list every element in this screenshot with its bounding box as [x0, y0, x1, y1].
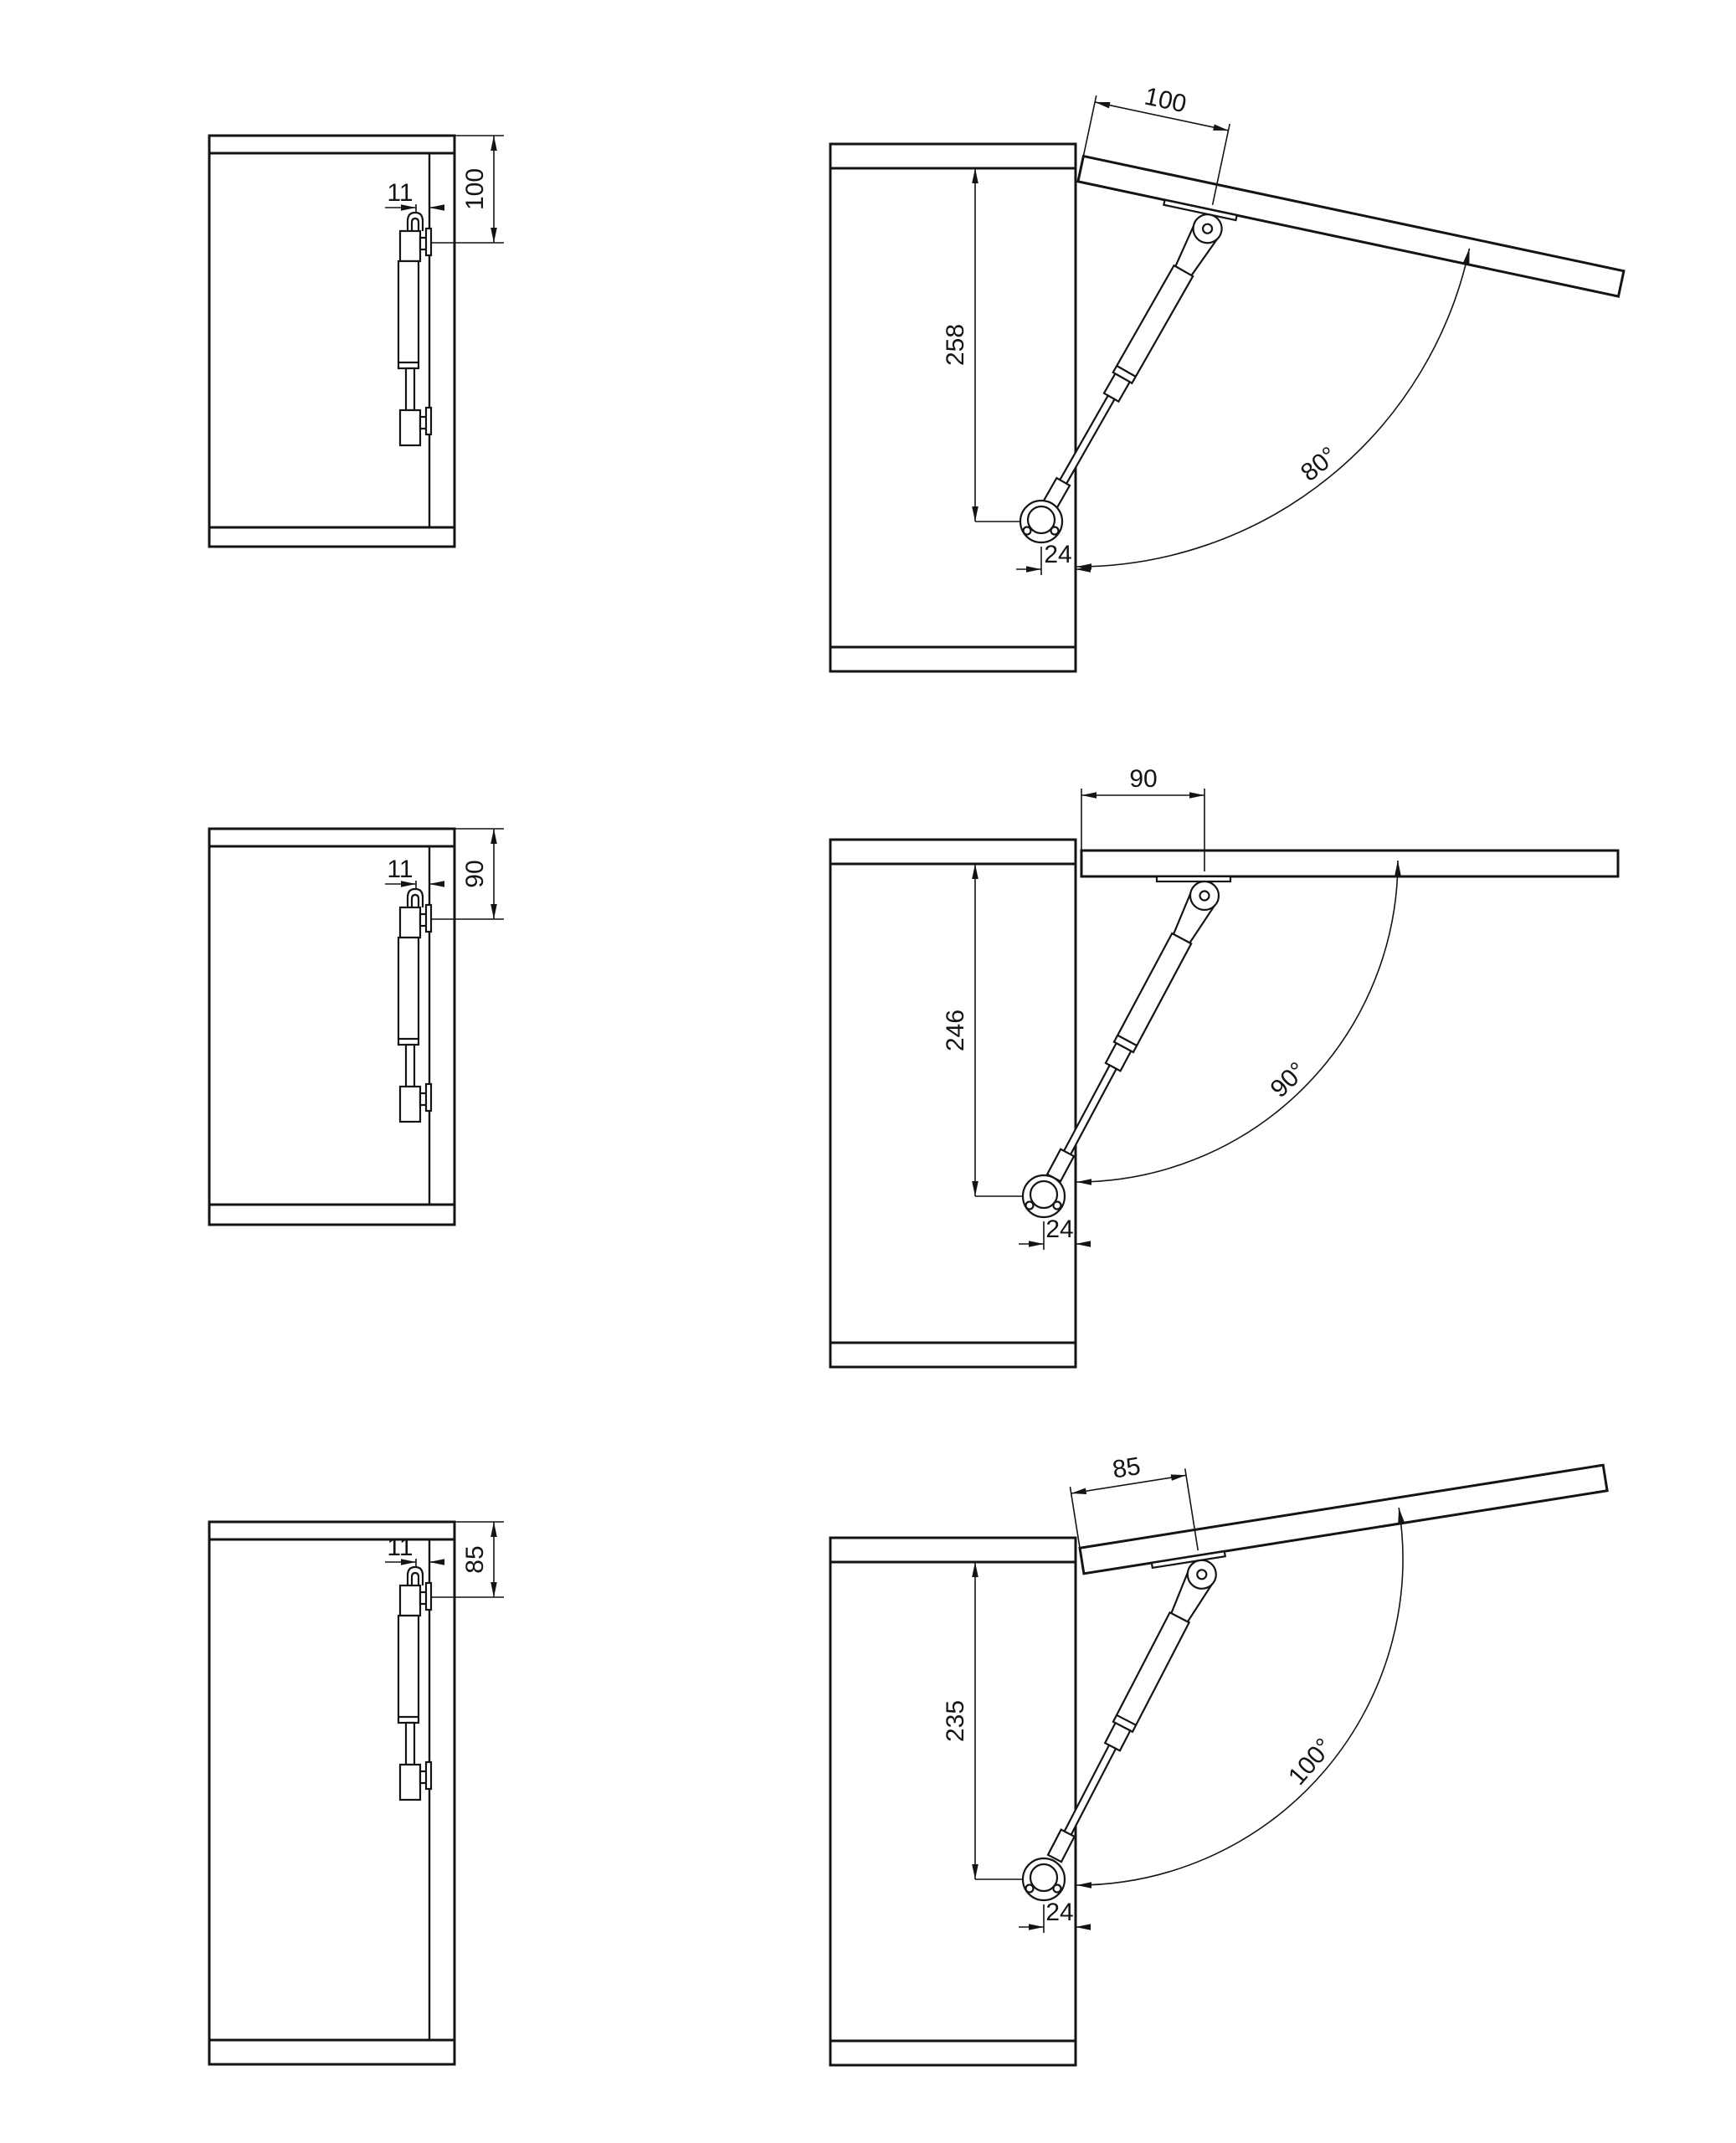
strut-cylinder	[398, 938, 419, 1045]
flange-screw	[1051, 527, 1059, 535]
mount-plate	[426, 1583, 431, 1610]
mount-plate	[426, 408, 431, 434]
ball-socket-mount	[1023, 1175, 1065, 1217]
rod-collar	[1048, 1830, 1075, 1862]
strut-top-fitting	[400, 231, 420, 261]
strut-top-fitting	[400, 907, 420, 938]
flange-screw	[1054, 1885, 1061, 1893]
closed-view-row1	[209, 136, 504, 547]
open-view-row3	[830, 1380, 1612, 2065]
open-view-row2	[830, 765, 1618, 1367]
dim-label-mount-depth: 90	[461, 860, 489, 888]
piston-rod	[406, 1045, 414, 1087]
piston-rod	[1059, 395, 1114, 485]
mount-plate	[426, 1762, 431, 1789]
strut-cylinder	[1113, 265, 1193, 383]
lid-assembly	[1071, 73, 1642, 329]
gas-strut-open	[1037, 226, 1216, 512]
strut-bottom-fitting	[400, 410, 420, 445]
angle-label: 100°	[1283, 1733, 1338, 1791]
flange-screw	[1054, 1202, 1061, 1210]
strut-top-hook	[408, 1567, 423, 1585]
lid-bracket-plate	[1152, 1551, 1225, 1568]
mount-plate	[426, 1084, 431, 1111]
open-view-row1	[830, 73, 1641, 671]
piston-rod	[1063, 1066, 1117, 1156]
lid-assembly	[1066, 1380, 1612, 1606]
gas-strut-open	[1042, 894, 1214, 1185]
strut-bottom-fitting	[400, 1765, 420, 1800]
cabinet-outline	[830, 840, 1076, 1367]
strut-top-fitting	[400, 1585, 420, 1616]
angle-label: 80°	[1296, 441, 1343, 487]
ball-socket-mount	[1023, 1858, 1065, 1900]
flange-screw	[1026, 1202, 1034, 1210]
gas-strut-closed	[385, 856, 442, 1122]
strut-top-hinge	[1190, 881, 1219, 910]
lid-board	[1078, 157, 1624, 297]
strut-top-hook	[408, 213, 423, 231]
strut-cylinder	[398, 261, 419, 368]
cabinet-outline	[830, 144, 1076, 671]
flange-screw	[1026, 1885, 1034, 1893]
dim-label-ball-offset: 24	[1045, 1215, 1074, 1243]
dim-label-strut-offset: 11	[387, 179, 413, 207]
dim-label-mount-height: 235	[942, 1699, 969, 1743]
dim-label-lid-bracket: 85	[1110, 1452, 1143, 1484]
strut-top-hook	[408, 889, 423, 907]
dim-label-ball-offset: 24	[1044, 541, 1072, 568]
angle-label: 90°	[1265, 1056, 1312, 1103]
extension-line	[1083, 95, 1096, 156]
opening-angle-arc	[1076, 249, 1470, 567]
extension-line	[1185, 1468, 1198, 1550]
strut-bottom-fitting	[400, 1087, 420, 1122]
mount-plate	[426, 229, 431, 255]
gas-strut-closed	[385, 179, 442, 445]
lid-assembly	[1081, 765, 1618, 910]
dim-label-mount-height: 258	[942, 323, 969, 367]
dim-label-mount-height: 246	[942, 1009, 969, 1052]
ball-socket-mount	[1020, 501, 1062, 542]
piston-rod	[1064, 1745, 1116, 1837]
flange-screw	[1024, 527, 1031, 535]
lid-bracket-plate	[1157, 876, 1230, 881]
closed-view-row3	[209, 1522, 504, 2064]
lid-board	[1081, 851, 1618, 876]
dim-label-lid-bracket: 100	[1142, 82, 1189, 119]
dim-label-mount-depth: 85	[461, 1545, 489, 1574]
closed-view-row2	[209, 829, 504, 1225]
dim-label-strut-offset: 11	[387, 856, 413, 883]
gas-strut-open	[1043, 1573, 1211, 1865]
mount-plate	[426, 905, 431, 932]
cabinet-outline	[830, 1538, 1076, 2065]
lid-board	[1080, 1465, 1607, 1574]
dim-label-mount-depth: 100	[461, 167, 489, 211]
piston-rod	[406, 1723, 414, 1765]
gas-strut-closed	[385, 1534, 442, 1800]
dim-label-ball-offset: 24	[1045, 1899, 1074, 1926]
dim-label-strut-offset: 11	[387, 1534, 413, 1561]
extension-line	[1213, 124, 1230, 205]
piston-rod	[406, 368, 414, 410]
strut-cylinder	[1113, 1612, 1189, 1731]
dim-label-lid-bracket: 90	[1129, 765, 1158, 793]
strut-cylinder	[1114, 933, 1191, 1052]
strut-cylinder	[398, 1616, 419, 1723]
